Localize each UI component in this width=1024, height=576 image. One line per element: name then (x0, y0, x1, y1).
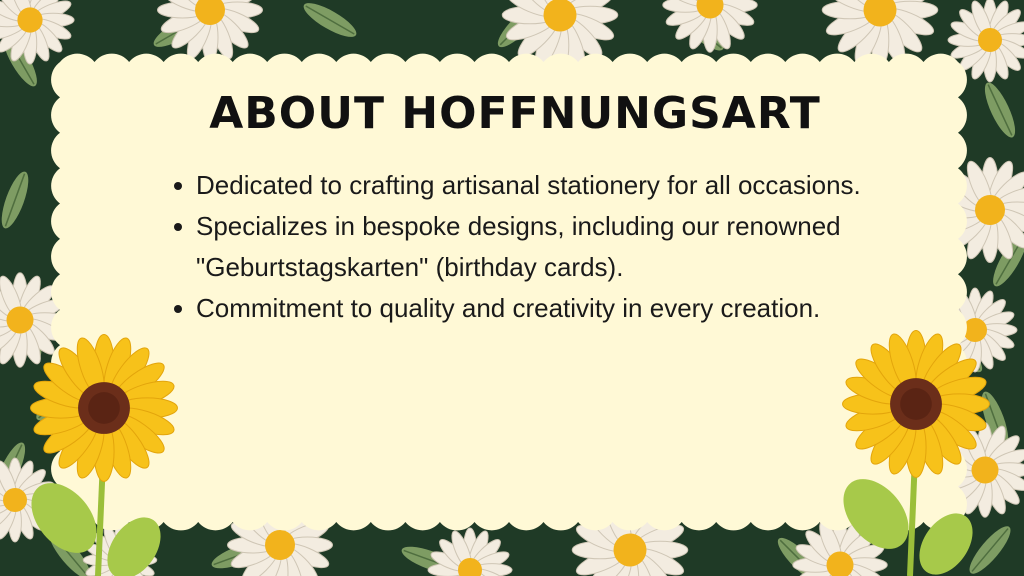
bullet-item: Commitment to quality and creativity in every creation. (196, 288, 880, 329)
slide-title: ABOUT HOFFNUNGSART (209, 88, 821, 139)
card-content (150, 88, 880, 329)
bullet-item: Specializes in bespoke designs, including our renowned "Geburtstagskarten" (birthday cards). (196, 206, 880, 288)
bullet-item: Dedicated to crafting artisanal stationery for all occasions. (196, 165, 880, 206)
bullet-list (150, 165, 880, 329)
